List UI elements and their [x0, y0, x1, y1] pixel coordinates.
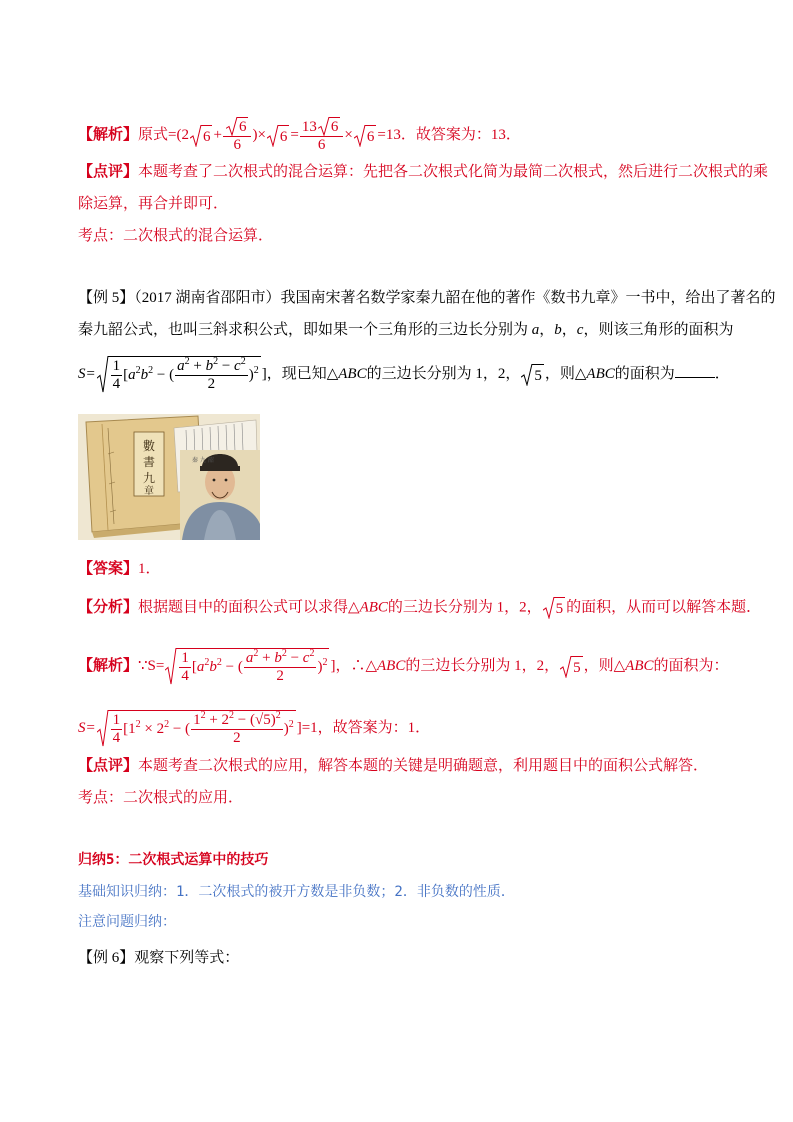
- example6-tag: 【例 6】: [78, 950, 135, 966]
- analysis-line: 【分析】根据题目中的面积公式可以求得△ABC的三边长分别为 1，2， 5 的面积，从而可以解答本题．: [78, 597, 761, 619]
- basic-knowledge-summary: 基础知识归纳：1．二次根式的被开方数是非负数；2．非负数的性质．: [78, 884, 515, 900]
- analysis-tag: 【分析】: [78, 599, 139, 616]
- example5-line-2: 秦九韶公式，也叫三斜求积公式，即如果一个三角形的三边长分别为 a，b，c，则该三角形的面积为: [78, 322, 734, 338]
- solution-tag-2: 【解析】: [78, 657, 139, 674]
- example6-line: 【例 6】观察下列等式：: [78, 950, 240, 966]
- comment-tag: 【点评】: [78, 164, 139, 180]
- svg-text:秦 九 韶: 秦 九 韶: [192, 457, 214, 464]
- comment-tag-2: 【点评】: [78, 758, 139, 774]
- book-and-portrait-image: [78, 414, 260, 540]
- fraction-sqrt6-over-6: $\frac{6}{6}$: [223, 117, 252, 154]
- comment-line-1: 【点评】本题考查了二次根式的混合运算：先把各二次根式化简为最简二次根式，然后进行二次根式的乘: [78, 164, 769, 180]
- example5-formula-line: S= $\frac{1}{4}$ [$a^2b^2$ − ( $\frac{a^2 + b^2 - c^2}{2}$ )$^2$ ]，现已知△ABC的三边长分别为 1，2， 5 ，则△ABC的面积为 ．: [78, 356, 730, 392]
- example5-line-1: 【例 5】（2017 湖南省邵阳市）我国南宋著名数学家秦九韶在他的著作《数书九章》一书中，给出了著名的: [78, 290, 776, 306]
- solution-line-2: 【解析】∵S= $\frac{1}{4}$ [$a^2b^2$ − ( $\frac{a^2 + b^2 - c^2}{2}$ )$^2$ ]，∴△ABC的三边长分别为 1，2， 5 ，则△ABC的面积为：: [78, 648, 729, 684]
- answer-value: 1．: [138, 561, 161, 577]
- qin-jiushao-formula: $\frac{1}{4}$ [$a^2b^2$ − ( $\frac{a^2 + b^2 - c^2}{2}$ )$^2$: [97, 356, 261, 393]
- fraction-13sqrt6-over-6: 13 6 6: [300, 117, 344, 154]
- sqrt-6: 6: [190, 125, 213, 147]
- svg-text:九: 九: [142, 471, 156, 485]
- comment-line-2: 除运算，再合并即可．: [78, 196, 229, 212]
- answer-tag: 【答案】: [78, 561, 139, 577]
- svg-text:書: 書: [142, 455, 156, 469]
- solution-tag: 【解析】: [78, 126, 139, 143]
- topic-line-1: 考点：二次根式的混合运算．: [78, 228, 274, 244]
- shushu-jiuzhang-illustration: [78, 414, 260, 540]
- topic-line-2: 考点：二次根式的应用．: [78, 790, 244, 806]
- solution-line-3: S= $\frac{1}{4}$ [$1^2 \times 2^2$ − ( $\frac{1^2 + 2^2 - (√5)^2}{2}$ )$^2$ ]=1，故答案为：1．: [78, 710, 431, 746]
- answer-blank: [675, 363, 715, 378]
- svg-text:數: 數: [142, 439, 156, 453]
- answer-line: [78, 559, 161, 579]
- example5-tag: 【例 5】: [78, 290, 135, 306]
- comment-line-3: 【点评】本题考查二次根式的应用，解答本题的关键是明确题意，利用题目中的面积公式解答．: [78, 758, 709, 774]
- attention-summary: 注意问题归纳：: [78, 914, 176, 930]
- svg-text:章: 章: [144, 486, 154, 497]
- summary-5-title: 归纳5：二次根式运算中的技巧: [78, 852, 269, 868]
- solution-line-1: 【解析】原式=(2 6 + $\frac{6}{6}$ )× 6 = 13 6 6 × 6 =13．故答案为：13．: [78, 119, 521, 153]
